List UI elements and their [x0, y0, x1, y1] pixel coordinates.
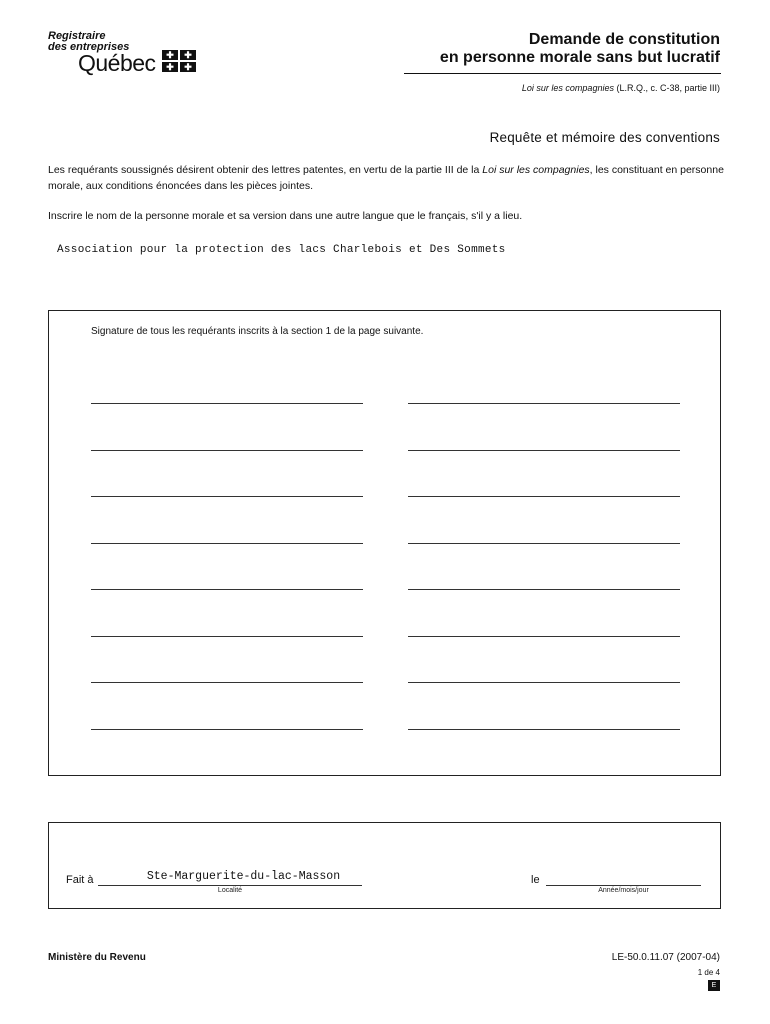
- locality-underline: [98, 885, 362, 886]
- intro-paragraph: Les requérants soussignés désirent obtenir des lettres patentes, en vertu de la partie III de la Loi sur les compagnies, les constituant en personne morale, aux conditions énoncées dans les pièces jointes.: [48, 164, 724, 192]
- locality-field[interactable]: Ste-Marguerite-du-lac-Masson: [146, 870, 341, 883]
- signature-line-left-3[interactable]: [91, 496, 363, 497]
- ministry-name: Ministère du Revenu: [48, 952, 146, 963]
- signature-line-right-4[interactable]: [408, 543, 680, 544]
- quebec-flag-icon: ✚ ✚ ✚ ✚: [162, 50, 196, 72]
- name-instruction: Inscrire le nom de la personne morale et sa version dans une autre langue que le français, s'il y a lieu.: [48, 210, 523, 222]
- signature-line-right-3[interactable]: [408, 496, 680, 497]
- signature-line-left-1[interactable]: [91, 403, 363, 404]
- locality-caption: Localité: [217, 887, 243, 894]
- organization-name-field[interactable]: Association pour la protection des lacs Charlebois et Des Sommets: [57, 244, 506, 256]
- logo-quebec: Québec: [78, 50, 156, 76]
- date-underline: [546, 885, 701, 886]
- signature-instruction: Signature de tous les requérants inscrits à la section 1 de la page suivante.: [91, 326, 424, 337]
- fait-a-label: Fait à: [66, 874, 94, 886]
- signature-line-left-8[interactable]: [91, 729, 363, 730]
- signature-line-right-8[interactable]: [408, 729, 680, 730]
- form-title-line1: Demande de constitution: [528, 31, 720, 48]
- section-subtitle: Requête et mémoire des conventions: [489, 130, 720, 145]
- signature-line-right-5[interactable]: [408, 589, 680, 590]
- title-divider: [404, 73, 721, 74]
- form-title-line2: en personne morale sans but lucratif: [439, 49, 720, 66]
- signature-line-right-7[interactable]: [408, 682, 680, 683]
- signature-line-right-6[interactable]: [408, 636, 680, 637]
- signature-line-right-1[interactable]: [408, 403, 680, 404]
- logo-registraire: Registraire: [48, 30, 106, 42]
- le-label: le: [531, 874, 540, 886]
- form-code: LE-50.0.11.07 (2007-04): [611, 952, 720, 963]
- signature-line-right-2[interactable]: [408, 450, 680, 451]
- signature-box: [48, 310, 721, 776]
- logo-entreprises: des entreprises: [48, 41, 130, 53]
- signature-line-left-6[interactable]: [91, 636, 363, 637]
- page-number: 1 de 4: [697, 968, 720, 977]
- date-caption: Année/mois/jour: [598, 887, 649, 894]
- signature-line-left-5[interactable]: [91, 589, 363, 590]
- signature-line-left-7[interactable]: [91, 682, 363, 683]
- signature-line-left-4[interactable]: [91, 543, 363, 544]
- place-date-box: [48, 822, 721, 909]
- language-badge: E: [708, 980, 720, 991]
- signature-line-left-2[interactable]: [91, 450, 363, 451]
- law-reference: Loi sur les compagnies (L.R.Q., c. C-38, partie III): [521, 83, 720, 93]
